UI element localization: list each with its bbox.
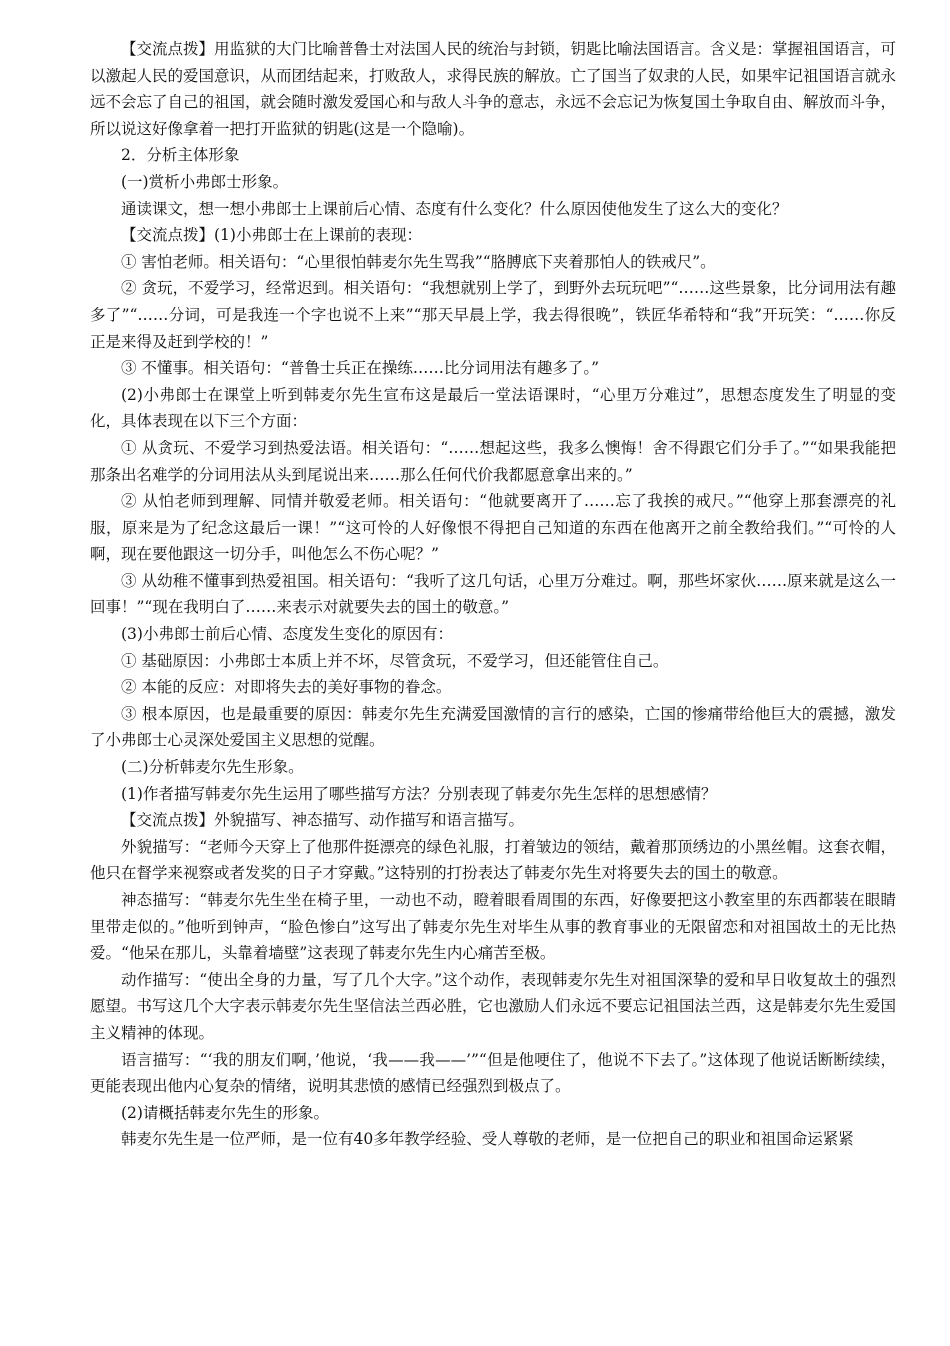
question-description-methods: (1)作者描写韩麦尔先生运用了哪些描写方法？分别表现了韩麦尔先生怎样的思想感情？ — [121, 784, 717, 803]
paragraph-appearance: 外貌描写：“老师今天穿上了他那件挺漂亮的绿色礼服，打着皱边的领结，戴着那顶绣边的小黑丝帽。这套衣帽，他只在督学来视察或者发奖的日子才穿戴。”这特别的打扮表达了韩麦尔先生对将要失去的国土的敬意。 — [90, 837, 896, 883]
list-item-love-country: ③ 从幼稚不懂事到热爱祖国。相关语句：“我听了这几句话，心里万分难过。啊，那些坏家伙……原来就是这么一回事！”“现在我明白了……来表示对就要失去的国土的敬意。” — [90, 571, 896, 617]
paragraph-speech: 语言描写：“‘我的朋友们啊，’他说，‘我——我——’”“但是他哽住了，他说不下去了。”这体现了他说话断断续续，更能表现出他内心复杂的情绪，说明其悲愤的感情已经强烈到极点了。 — [90, 1050, 896, 1096]
list-item-respect-teacher: ② 从怕老师到理解、同情并敬爱老师。相关语句：“他就要离开了……忘了我挨的戒尺。”“他穿上那套漂亮的礼服，原来是为了纪念这最后一课！”“这可怜的人好像恨不得把自己知道的东西在他离开之前全教给我们。”“可怜的人啊，现在要他跟这一切分手，叫他怎么不伤心呢？” — [90, 492, 896, 564]
subsection-heading-franz: (一)赏析小弗郎士形象。 — [121, 172, 289, 191]
list-item-root-reason: ③ 根本原因，也是最重要的原因：韩麦尔先生充满爱国激情的言行的感染，亡国的惨痛带给他巨大的震撼，激发了小弗郎士心灵深处爱国主义思想的觉醒。 — [90, 704, 896, 750]
question-franz-change: 通读课文，想一想小弗郎士上课前后心情、态度有什么变化？什么原因使他发生了这么大的变化？ — [121, 199, 788, 218]
list-item-afraid-of-teacher: ① 害怕老师。相关语句：“心里很怕韩麦尔先生骂我”“胳膊底下夹着那怕人的铁戒尺”。 — [121, 252, 716, 271]
paragraph-expression: 神态描写：“韩麦尔先生坐在椅子里，一动也不动，瞪着眼看周围的东西，好像要把这小教室里的东西都装在眼睛里带走似的。”他听到钟声，“脸色惨白”这写出了韩麦尔先生对毕生从事的教育事业的无限留恋和对祖国故土的无比热爱。“他呆在那儿，头靠着墙壁”这表现了韩麦尔先生内心痛苦至极。 — [90, 891, 896, 963]
section-heading-main-characters: 2．分析主体形象 — [121, 146, 240, 165]
document-page — [90, 36, 896, 1153]
paragraph-explanation-metaphor: 【交流点拨】用监狱的大门比喻普鲁士对法国人民的统治与封锁，钥匙比喻法国语言。含义是：掌握祖国语言，可以激起人民的爱国意识，从而团结起来，打败敌人，求得民族的解放。亡了国当了奴隶的人民，如果牢记祖国语言就永远不会忘了自己的祖国，就会随时激发爱国心和与敌人斗争的意志，永远不会忘记为恢复国土争取自由、解放而斗争，所以说这好像拿着一把打开监狱的钥匙(这是一个隐喻)。 — [90, 40, 897, 138]
answer-reasons-intro: (3)小弗郎士前后心情、态度发生变化的原因有： — [121, 625, 453, 644]
answer-description-methods: 【交流点拨】外貌描写、神态描写、动作描写和语言描写。 — [121, 811, 525, 830]
subsection-heading-hamel: (二)分析韩麦尔先生形象。 — [121, 758, 304, 777]
list-item-immature: ③ 不懂事。相关语句：“普鲁士兵正在操练……比分词用法有趣多了。” — [121, 359, 600, 378]
list-item-basic-reason: ① 基础原因：小弗郎士本质上并不坏，尽管贪玩，不爱学习，但还能管住自己。 — [121, 651, 669, 670]
answer-in-class-intro: (2)小弗郎士在课堂上听到韩麦尔先生宣布这是最后一堂法语课时，“心里万分难过”，思想态度发生了明显的变化，具体表现在以下三个方面： — [90, 385, 896, 431]
paragraph-action: 动作描写：“使出全身的力量，写了几个大字。”这个动作，表现韩麦尔先生对祖国深挚的爱和早日收复故土的强烈愿望。书写这几个大字表示韩麦尔先生坚信法兰西必胜，它也激励人们永远不要忘记祖国法兰西，这是韩麦尔先生爱国主义精神的体现。 — [90, 970, 897, 1042]
list-item-instinct: ② 本能的反应：对即将失去的美好事物的眷念。 — [121, 678, 452, 697]
paragraph-hamel-summary: 韩麦尔先生是一位严师，是一位有40多年教学经验、受人尊敬的老师，是一位把自己的职业和祖国命运紧紧 — [121, 1130, 854, 1149]
list-item-love-french: ① 从贪玩、不爱学习到热爱法语。相关语句：“……想起这些，我多么懊悔！舍不得跟它们分手了。”“如果我能把那条出名难学的分词用法从头到尾说出来……那么任何代价我都愿意拿出来的。” — [90, 438, 896, 484]
list-item-playful: ② 贪玩，不爱学习，经常迟到。相关语句：“我想就别上学了，到野外去玩玩吧”“……这些景象，比分词用法有趣多了”“……分词，可是我连一个字也说不上来”“那天早晨上学，我去得很晚”，铁匠华希特和“我”开玩笑：“……你反正是来得及赶到学校的！” — [90, 279, 896, 351]
answer-before-class-intro: 【交流点拨】(1)小弗郎士在上课前的表现： — [121, 226, 422, 245]
question-summarize-hamel: (2)请概括韩麦尔先生的形象。 — [121, 1103, 329, 1122]
